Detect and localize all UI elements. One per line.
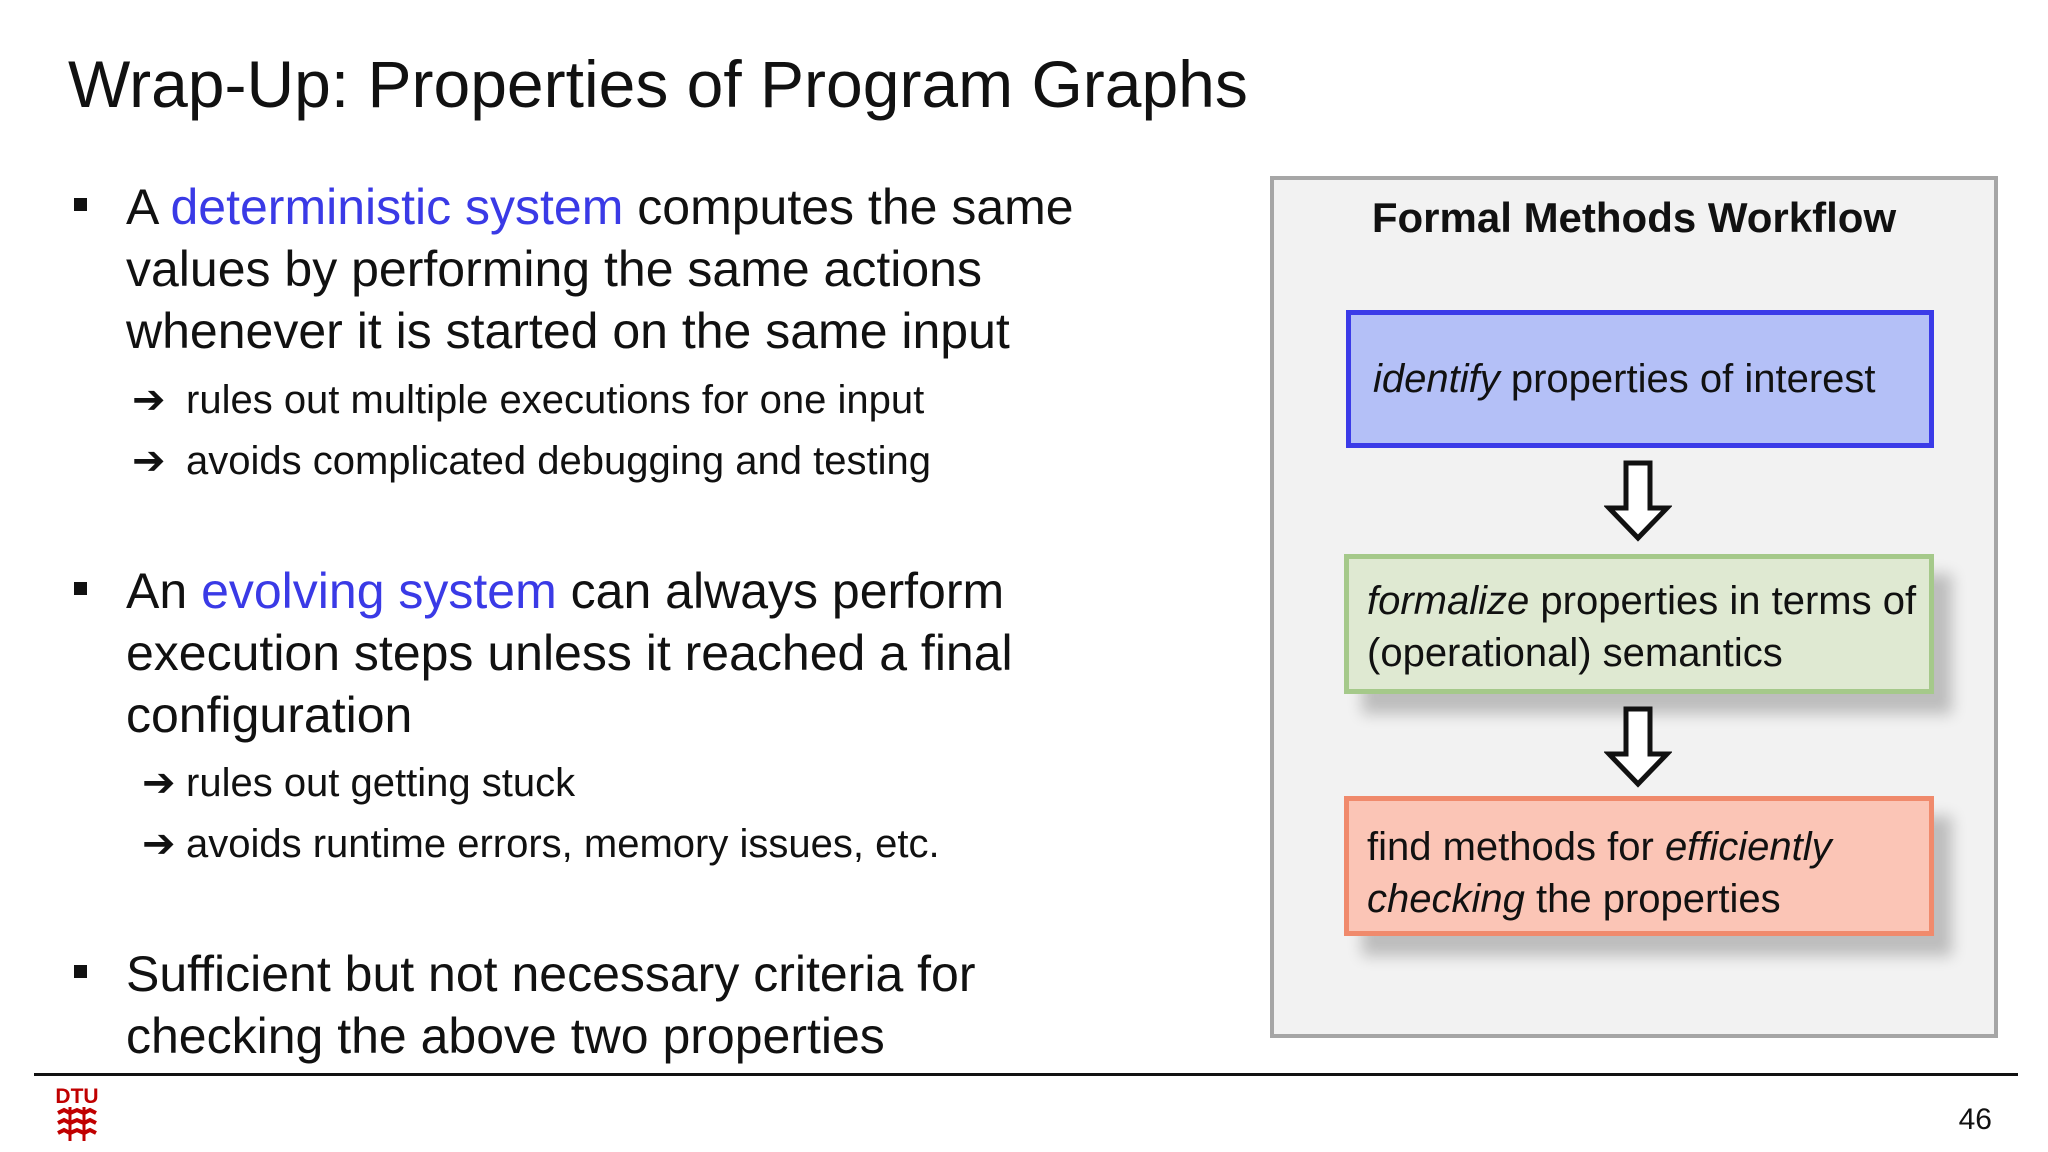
right-arrow-icon: ➔ [132,378,166,422]
sub-bullet [142,759,575,807]
step-keyword: formalize [1367,579,1530,623]
bullet-text [126,560,1208,746]
sub-bullet-text: avoids complicated debugging and testing [186,439,931,483]
down-arrow-icon [1604,460,1672,542]
slide-title: Wrap-Up: Properties of Program Graphs [68,47,1248,121]
down-arrow-icon [1604,706,1672,788]
step-keyword: efficiently [1664,825,1832,869]
sub-bullet-text: rules out multiple executions for one input [186,378,925,422]
step-text: find methods for [1367,825,1665,869]
dtu-logo [54,1083,100,1145]
bullet-evolving [68,560,1208,746]
term-deterministic-system: deterministic system [170,179,624,235]
logo-text: DTU [55,1085,99,1108]
right-arrow-icon: ➔ [142,761,176,805]
sub-bullet [132,437,931,485]
step-keyword: identify [1373,357,1500,401]
workflow-panel [1270,176,1998,1038]
step-text: properties in terms of (operational) semantics [1367,579,1917,675]
sub-bullet [132,376,924,424]
page-number: 46 [1958,1103,1992,1136]
sub-bullet [142,820,940,868]
step-text: properties of interest [1499,357,1876,401]
workflow-step-formalize [1344,554,1934,694]
sub-bullet-text: rules out getting stuck [186,761,576,805]
workflow-title: Formal Methods Workflow [1371,194,1897,241]
bullet-square-icon [74,582,87,595]
bullet-text: Sufficient but not necessary criteria for checking the above two properties [126,946,976,1064]
sub-bullet-text: avoids runtime errors, memory issues, etc. [186,822,940,866]
bullet-prefix: A [126,179,171,235]
right-arrow-icon: ➔ [142,822,176,866]
bullet-rest: computes the same values by performing the same actions whenever it is started on the same input [126,179,1074,359]
bullet-criteria [68,943,1068,1067]
bullet-text [126,176,1208,362]
workflow-step-check [1344,796,1934,936]
step-text: the properties [1524,877,1781,921]
workflow-step-identify [1346,310,1934,448]
footer-divider [34,1073,2018,1076]
right-arrow-icon: ➔ [132,439,166,483]
bullet-square-icon [74,965,87,978]
step-keyword: checking [1367,877,1525,921]
bullet-deterministic [68,176,1208,362]
bullet-prefix: An [126,563,202,619]
term-evolving-system: evolving system [201,563,557,619]
bullet-rest: can always perform execution steps unless it reached a final configuration [126,563,1013,743]
bullet-square-icon [74,198,87,211]
